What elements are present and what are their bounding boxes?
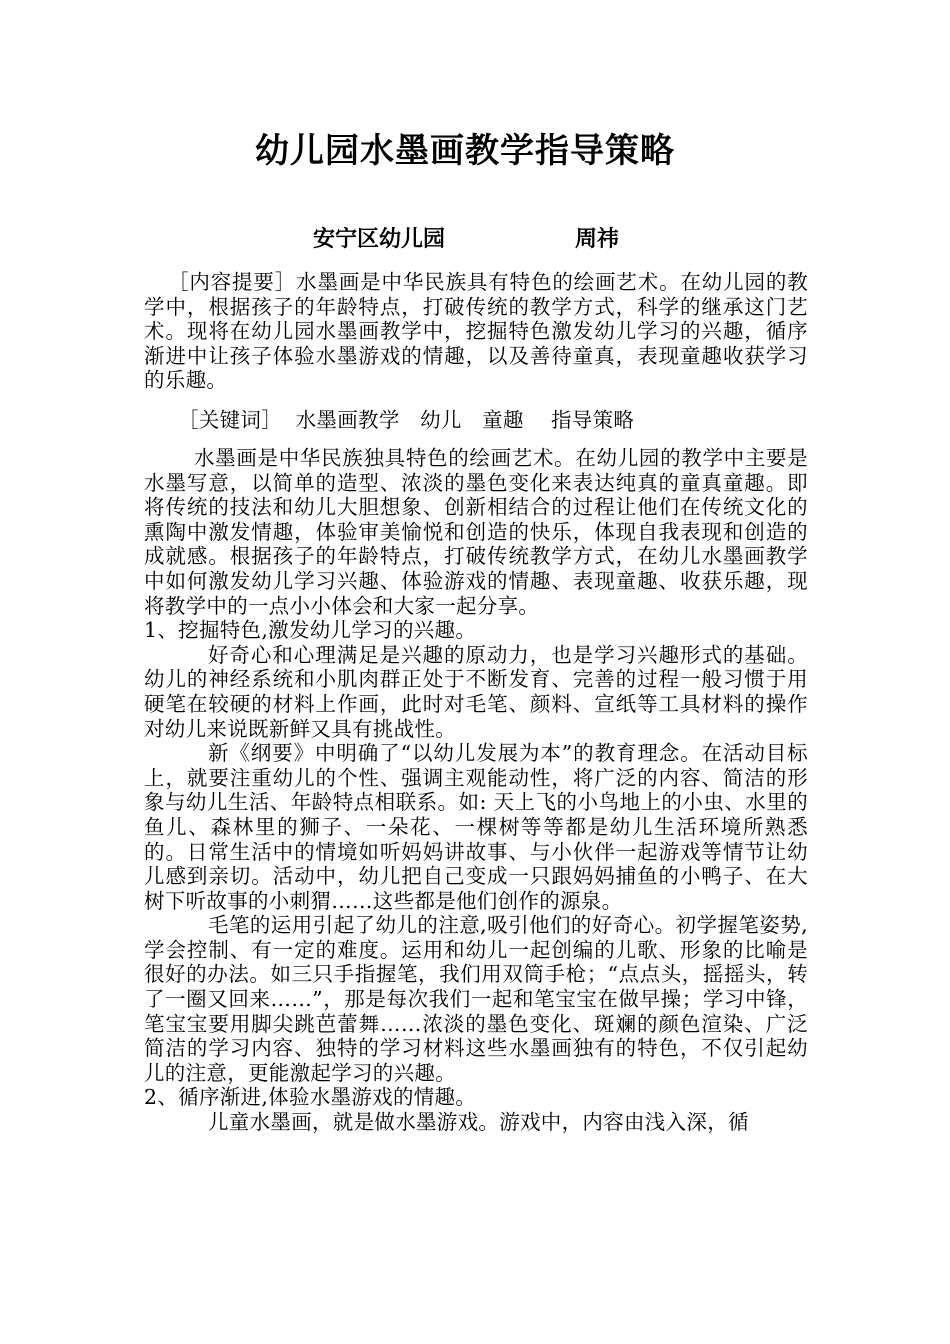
document-title: 幼儿园水墨画教学指导策略: [255, 131, 675, 171]
keywords-line: [144, 408, 808, 433]
section-2-paragraph-1: 儿童水墨画，就是做水墨游戏。游戏中，内容由浅入深，循: [208, 1110, 749, 1135]
main-body: [144, 446, 808, 1135]
section-2-heading: 2、循序渐进,体验水墨游戏的情趣。: [144, 1085, 477, 1110]
author-name: 周祎: [575, 227, 620, 252]
section-1-paragraph-2: 新《纲要》中明确了“以幼儿发展为本”的教育理念。在活动目标上，就要注重幼儿的个性、强调主观能动性，将广泛的内容、简洁的形象与幼儿生活、年龄特点相联系。如: 天上飞的小鸟地上的小虫、水里的鱼儿、森林里的狮子、一朵花、一棵树等等都是幼儿生活环境所熟悉的。日常生活中的情境如听妈妈讲故事、与小伙伴一起游戏等情节让幼儿感到亲切。活动中，幼儿把自己变成一只跟妈妈捕鱼的小鸭子、在大树下听故事的小刺猬……这些都是他们创作的源泉。: [144, 741, 808, 913]
section-1-paragraph-3: 毛笔的运用引起了幼儿的注意,吸引他们的好奇心。初学握笔姿势,学会控制、有一定的难度。运用和幼儿一起创编的儿歌、形象的比喻是很好的办法。如三只手指握笔，我们用双筒手枪；“点点头，摇摇头，转了一圈又回来……”，那是每次我们一起和笔宝宝在做早操；学习中锋，笔宝宝要用脚尖跳芭蕾舞……浓淡的墨色变化、斑斓的颜色渲染、广泛简洁的学习内容、独特的学习材料这些水墨画独有的特色，不仅引起幼儿的注意，更能激起学习的兴趣。: [144, 913, 808, 1085]
author-organization: 安宁区幼儿园: [313, 227, 446, 252]
abstract-paragraph: ［内容提要］水墨画是中华民族具有特色的绘画艺术。在幼儿园的教学中，根据孩子的年龄特点，打破传统的教学方式，科学的继承这门艺术。现将在幼儿园水墨画教学中，挖掘特色激发幼儿学习的兴趣，循序渐进中让孩子体验水墨游戏的情趣，以及善待童真，表现童趣收获学习的乐趣。: [144, 270, 808, 393]
keywords-text: ［关键词］ 水墨画教学 幼儿 童趣 指导策略: [178, 408, 635, 432]
section-1-paragraph-1: 好奇心和心理满足是兴趣的原动力，也是学习兴趣形式的基础。幼儿的神经系统和小肌肉群正处于不断发育、完善的过程一般习惯于用硬笔在较硬的材料上作画，此时对毛笔、颜料、宣纸等工具材料的操作对幼儿来说既新鲜又具有挑战性。: [144, 642, 808, 741]
intro-paragraph: 水墨画是中华民族独具特色的绘画艺术。在幼儿园的教学中主要是水墨写意，以简单的造型、浓淡的墨色变化来表达纯真的童真童趣。即将传统的技法和幼儿大胆想象、创新相结合的过程让他们在传统文化的熏陶中激发情趣，体验审美愉悦和创造的快乐，体现自我表现和创造的成就感。根据孩子的年龄特点，打破传统教学方式，在幼儿水墨画教学中如何激发幼儿学习兴趣、体验游戏的情趣、表现童趣、收获乐趣，现将教学中的一点小小体会和大家一起分享。: [144, 446, 808, 618]
author-line: [0, 222, 950, 254]
section-1-heading: 1、挖掘特色,激发幼儿学习的兴趣。: [144, 618, 477, 643]
